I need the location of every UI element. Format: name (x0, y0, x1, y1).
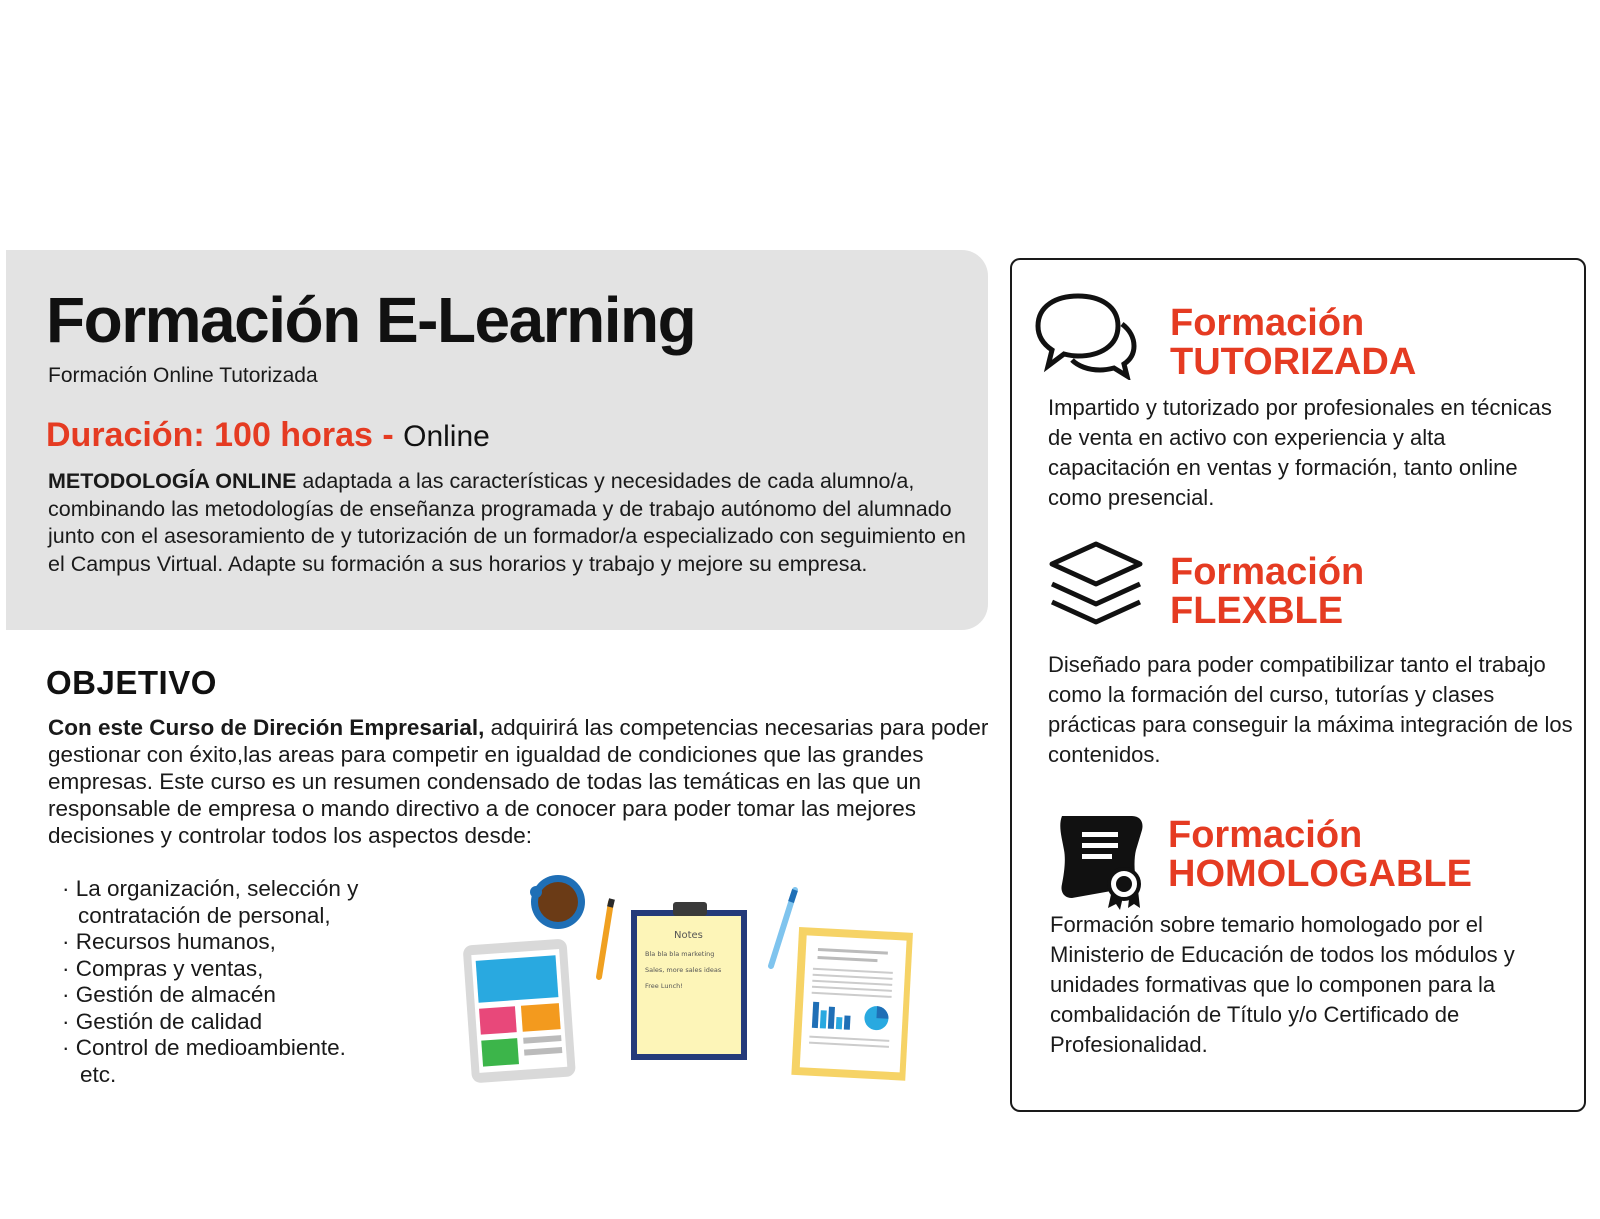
pen-icon (771, 890, 795, 966)
feature-title-tutorizada (1170, 304, 1416, 382)
methodology-bold: METODOLOGÍA ONLINE (48, 469, 297, 493)
note-line: Bla bla bla marketing (645, 950, 715, 958)
list-item-etc: etc. (80, 1061, 117, 1087)
list-item: · Gestión de calidad (62, 1009, 358, 1036)
pencil-icon (599, 899, 612, 977)
list-item: · Gestión de almacén (62, 982, 358, 1009)
feature-text-flexible: Diseñado para poder compatibilizar tanto el trabajo como la formación del curso, tutorías y clases prácticas para conseguir la máxima integración de los contenidos. (1048, 652, 1573, 767)
tablet-icon (463, 938, 576, 1083)
objective-heading: OBJETIVO (46, 664, 217, 701)
list-item: · La organización, selección y contratación de personal, (62, 876, 358, 929)
report-folder-icon (791, 927, 913, 1081)
certificate-icon (1054, 810, 1150, 910)
methodology-text: adaptada a las características y necesidades de cada alumno/a, combinando las metodologías de enseñanza programada y de trabajo autónomo del alumnado junto con el asesoramiento de y tutorización de un formador/a especializado con seguimiento en el Campus Virtual. Adapte su formación a sus horarios y trabajo y mejore su empresa. (48, 469, 966, 576)
feature-title-line2: TUTORIZADA (1170, 341, 1417, 383)
duration-mode: Online (403, 420, 490, 453)
feature-text-tutorizada: Impartido y tutorizado por profesionales en técnicas de venta en activo con experiencia y alta capacitación en ventas y formación, tanto online como presencial. (1048, 395, 1552, 510)
feature-title-line2: FLEXBLE (1170, 590, 1344, 632)
note-line: Free Lunch! (645, 982, 683, 990)
feature-title-line1: Formación (1170, 551, 1365, 593)
objective-list (62, 876, 358, 1088)
feature-title-line2: HOMOLOGABLE (1168, 853, 1472, 895)
objective-text: adquirirá las competencias necesarias para poder gestionar con éxito,las areas para competir en igualdad de condiciones que las grandes empresas. Este curso es un resumen condensado de todas las temáticas en las que un responsable de empresa o mando directivo a de conocer para poder tomar las mejores decisiones y controlar todos los aspectos desde: (48, 715, 989, 848)
note-line: Sales, more sales ideas (645, 966, 722, 974)
page-title: Formación E-Learning (46, 284, 696, 356)
duration-label: Duración: 100 horas (46, 416, 373, 454)
methodology-paragraph (48, 468, 983, 578)
duration-separator: - (372, 416, 404, 454)
objective-bold: Con este Curso de Direción Empresarial, (48, 715, 485, 740)
feature-title-line1: Formación (1168, 814, 1363, 856)
list-item: · Compras y ventas, (62, 956, 358, 983)
feature-title-homologable (1168, 816, 1472, 894)
speech-bubbles-icon (1030, 290, 1140, 380)
list-item: · Control de medioambiente. (62, 1035, 358, 1062)
feature-title-line1: Formación (1170, 302, 1365, 344)
coffee-cup-icon (530, 875, 585, 929)
page-subtitle: Formación Online Tutorizada (48, 364, 318, 387)
list-item: · Recursos humanos, (62, 929, 358, 956)
objective-paragraph (48, 714, 1008, 849)
duration-line (46, 416, 490, 455)
notes-title: Notes (674, 930, 703, 941)
feature-title-flexible (1170, 553, 1364, 631)
feature-text-homologable: Formación sobre temario homologado por el Ministerio de Educación de todos los módulos y unidades formativas que lo componen para la combalidación de Título y/o Certificado de Profesionalidad. (1050, 912, 1515, 1057)
layers-icon (1046, 540, 1146, 632)
desk-illustration (455, 872, 925, 1092)
clipboard-icon (631, 902, 747, 1060)
